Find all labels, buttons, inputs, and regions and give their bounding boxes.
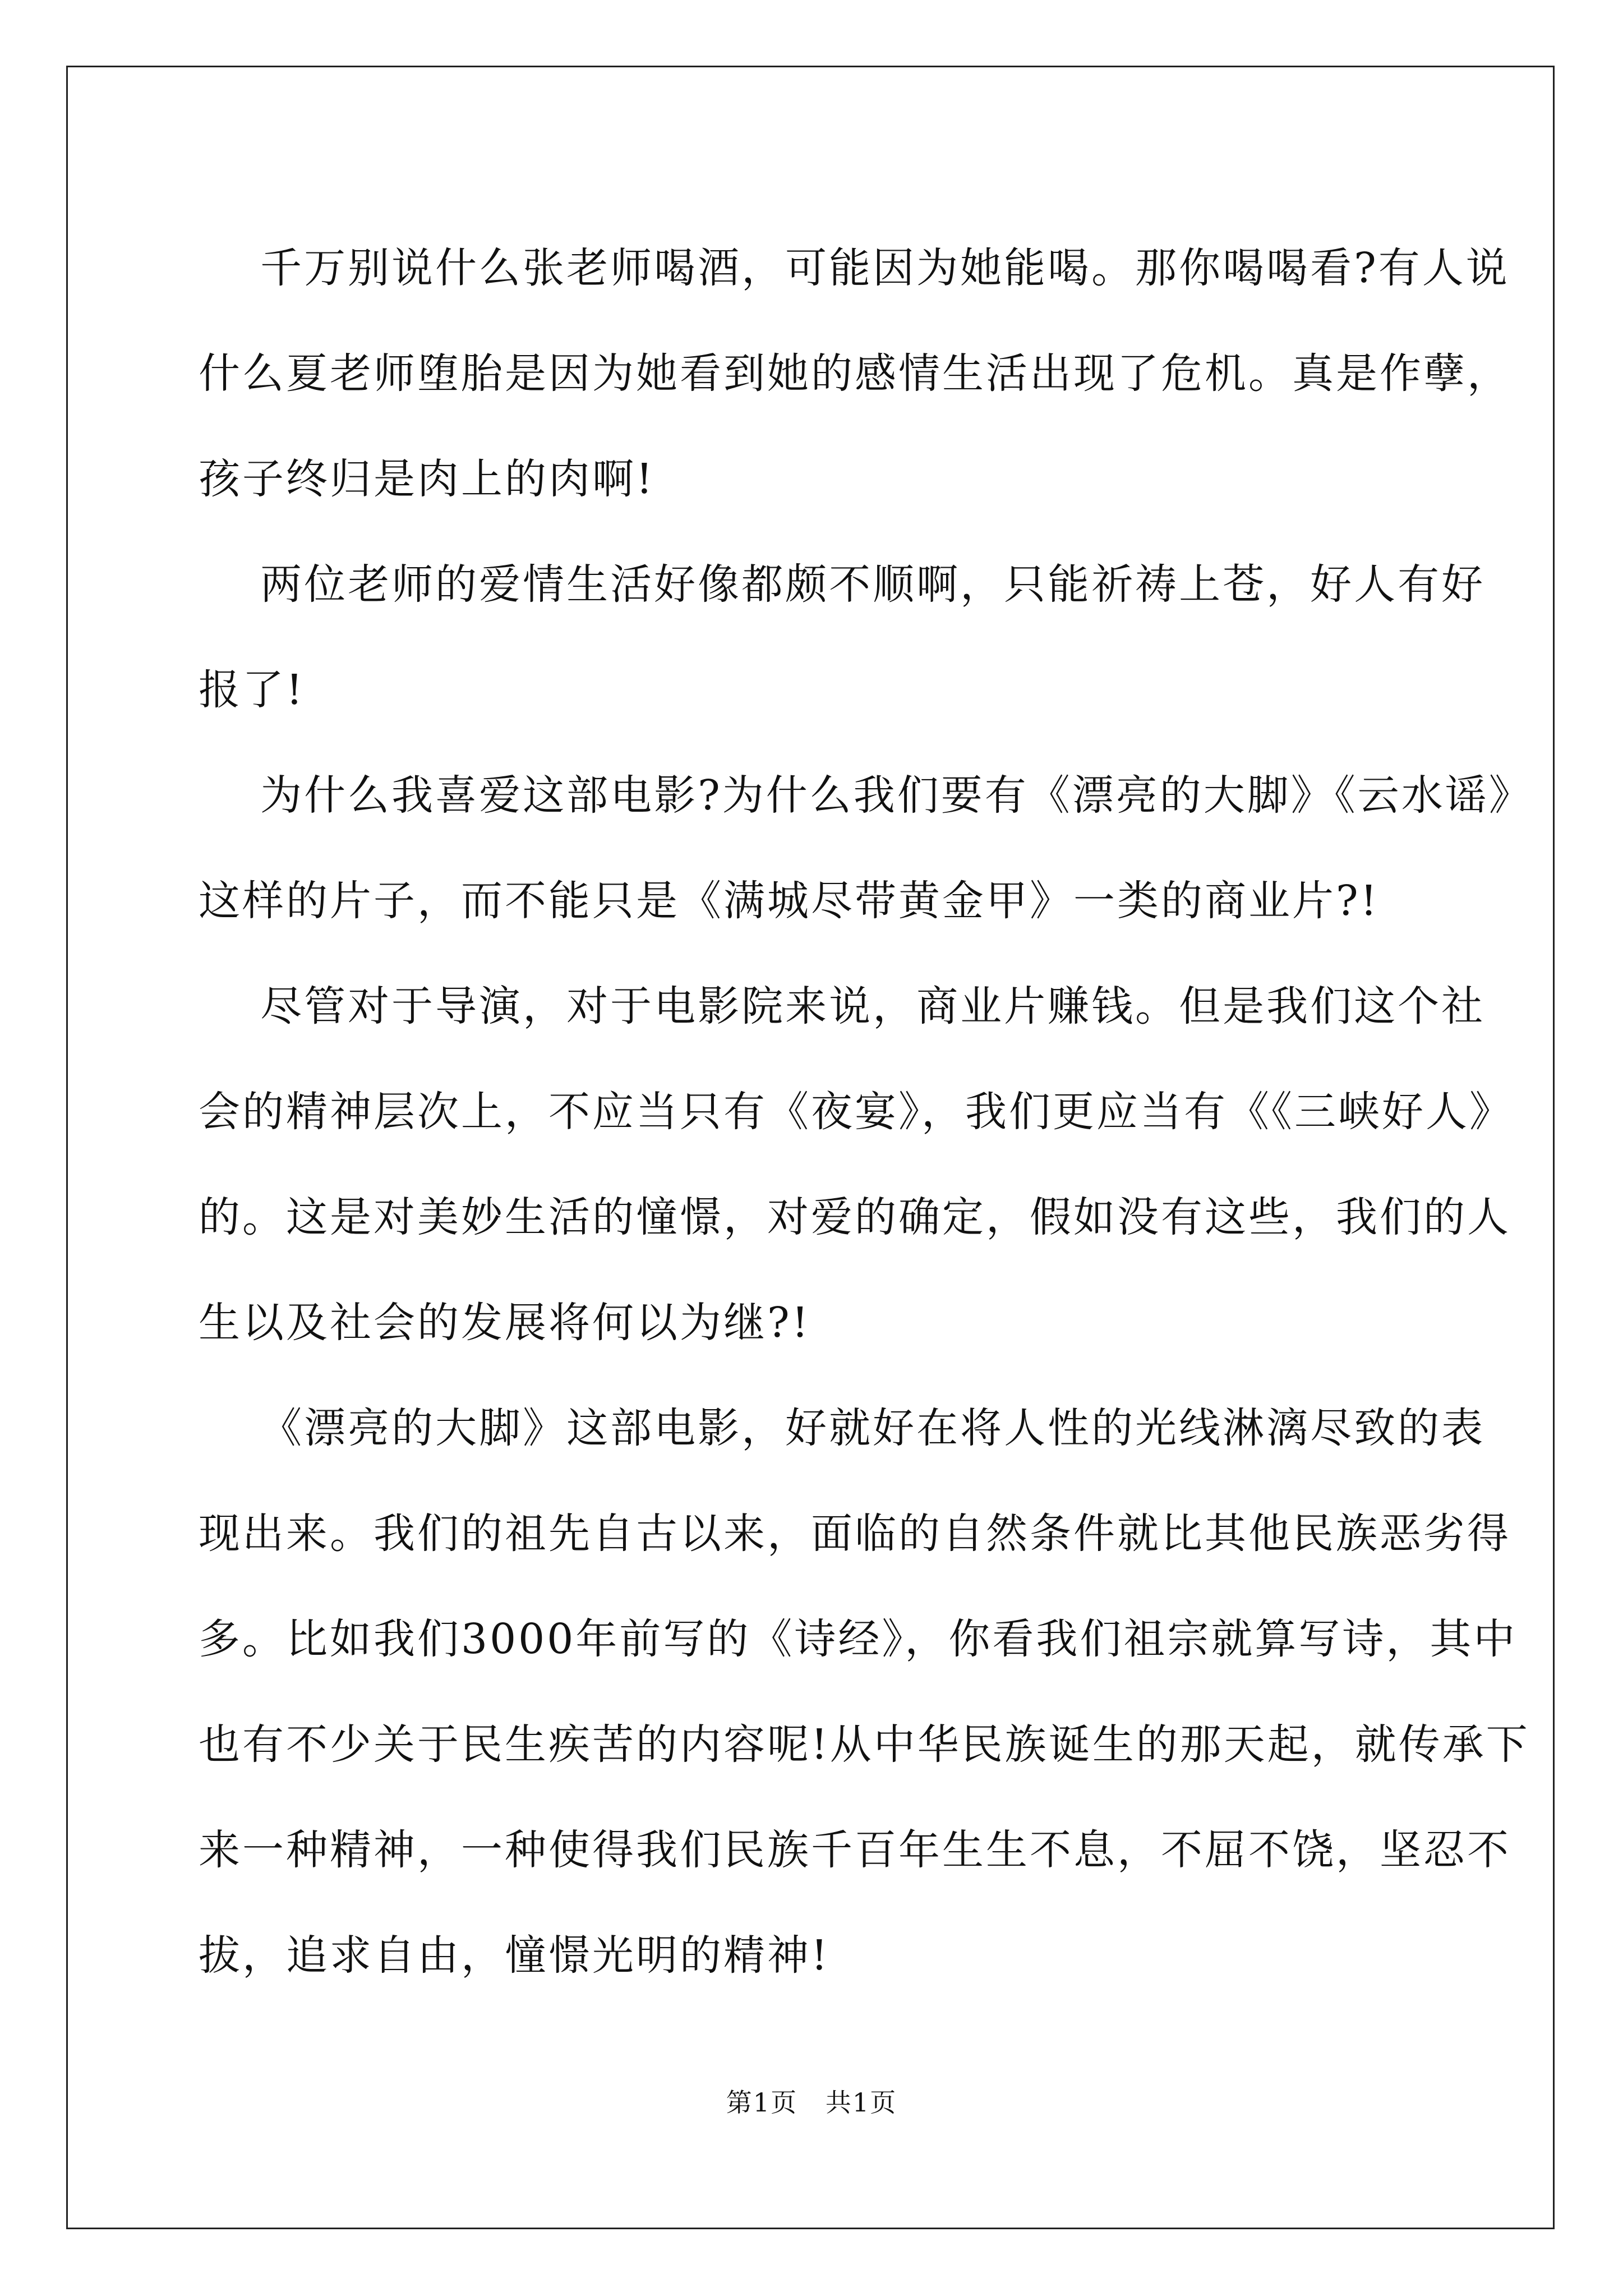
text-line: 尽管对于导演，对于电影院来说，商业片赚钱。但是我们这个社 (199, 982, 1486, 1030)
text-line: 什么夏老师堕胎是因为她看到她的感情生活出现了危机。真是作孽， (199, 349, 1511, 398)
text-line: 孩子终归是肉上的肉啊! (199, 455, 655, 503)
text-line: 为什么我喜爱这部电影?为什么我们要有《漂亮的大脚》《云水谣》 (199, 771, 1533, 820)
text-line: 也有不少关于民生疾苦的内容呢!从中华民族诞生的那天起，就传承下 (199, 1720, 1530, 1769)
text-line: 的。这是对美妙生活的憧憬，对爱的确定，假如没有这些，我们的人 (199, 1193, 1511, 1241)
text-line: 现出来。我们的祖先自古以来，面临的自然条件就比其他民族恶劣得 (199, 1510, 1511, 1558)
document-body (199, 215, 1533, 2008)
text-line: 会的精神层次上，不应当只有《夜宴》，我们更应当有《《三峡好人》 (199, 1088, 1513, 1136)
text-line: 来一种精神，一种使得我们民族千百年生生不息，不屈不饶，坚忍不 (199, 1826, 1511, 1874)
text-line: 多。比如我们3000年前写的《诗经》，你看我们祖宗就算写诗，其中 (199, 1615, 1518, 1663)
text-line: 《漂亮的大脚》这部电影，好就好在将人性的光线淋漓尽致的表 (199, 1404, 1486, 1452)
text-line: 报了! (199, 666, 305, 714)
text-line: 拔，追求自由，憧憬光明的精神! (199, 1931, 830, 1980)
text-line: 这样的片子，而不能只是《满城尽带黄金甲》一类的商业片?! (199, 877, 1380, 925)
text-line: 两位老师的爱情生活好像都颇不顺啊，只能祈祷上苍，好人有好 (199, 560, 1486, 609)
page-number-footer: 第1页 共1页 (726, 2087, 897, 2118)
text-line: 千万别说什么张老师喝酒，可能因为她能喝。那你喝喝看?有人说 (199, 244, 1510, 292)
text-line: 生以及社会的发展将何以为继?! (199, 1299, 811, 1347)
